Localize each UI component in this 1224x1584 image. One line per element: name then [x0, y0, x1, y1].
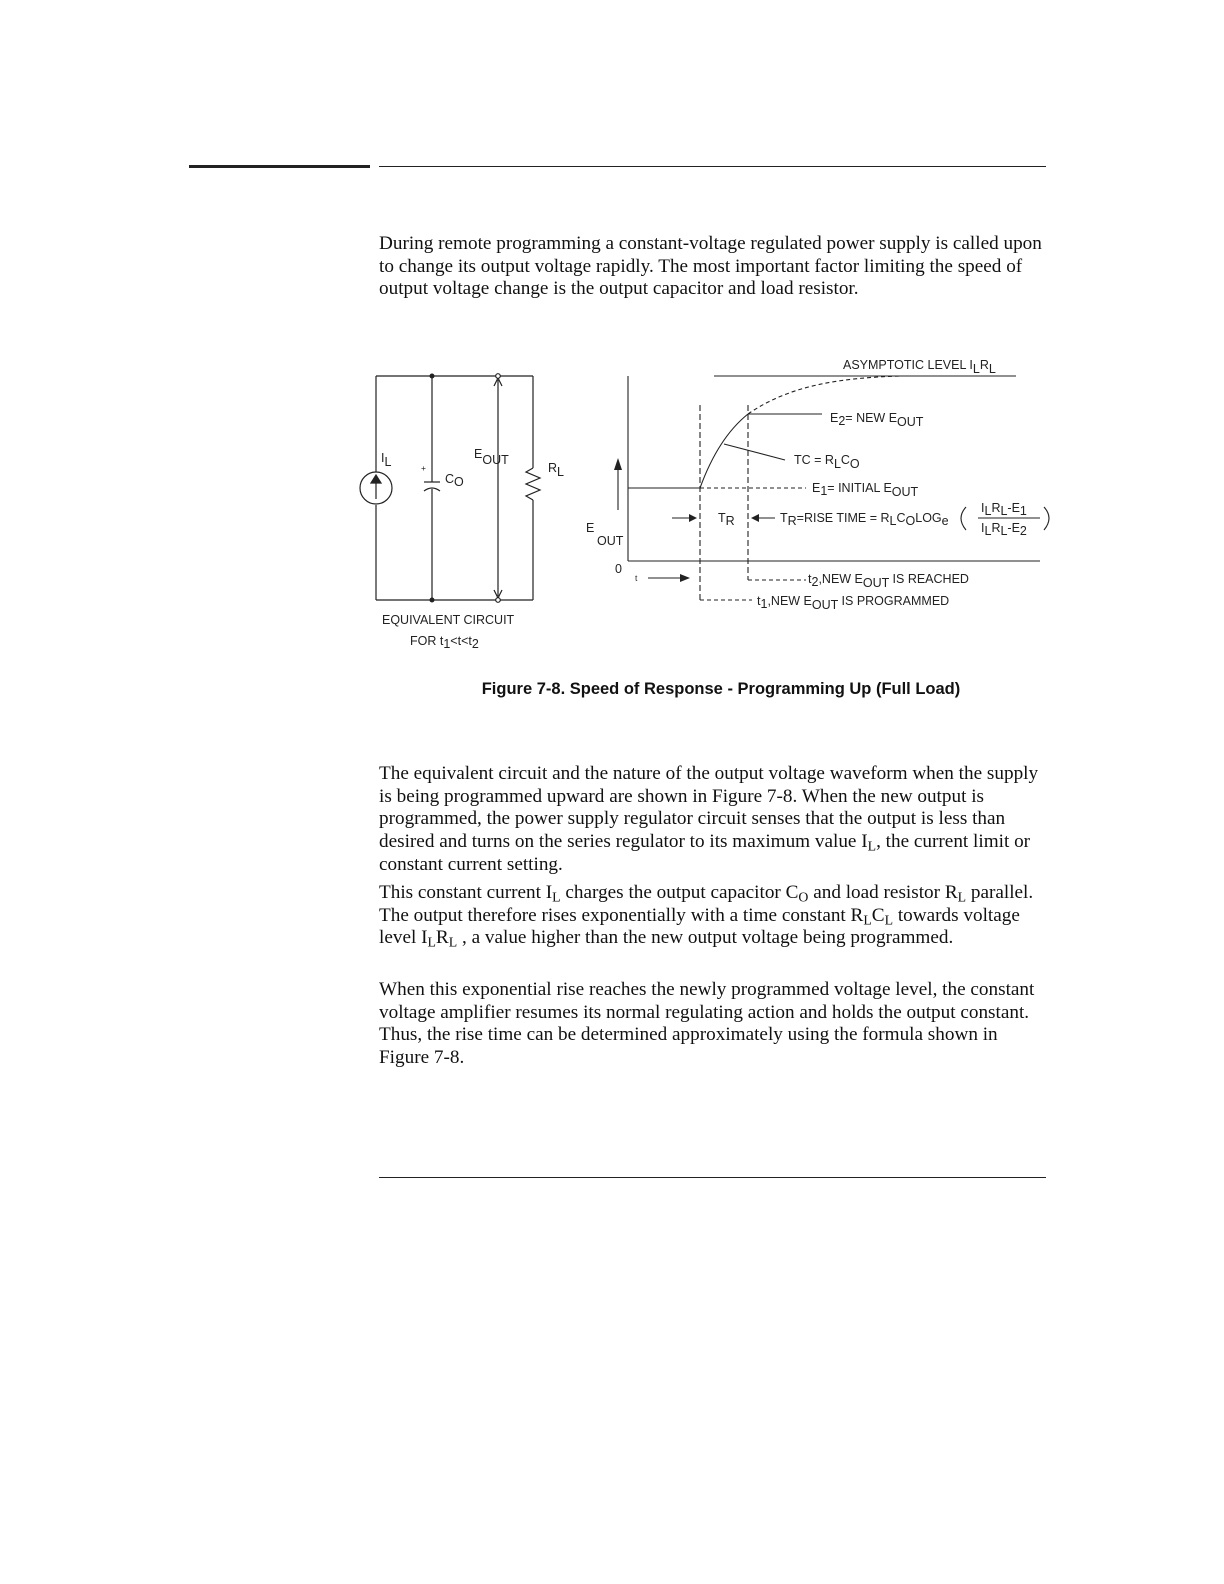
header-rule-right [379, 166, 1046, 167]
fraction-denominator: ILRL-E2 [981, 521, 1027, 538]
equivalent-circuit [360, 374, 540, 603]
fraction-numerator: ILRL-E1 [981, 501, 1027, 518]
header-rule-left [189, 165, 370, 168]
time-constant-label: TC = RLCO [794, 453, 860, 471]
y-axis-label: EOUT [586, 521, 624, 548]
figure-caption: Figure 7-8. Speed of Response - Programming Up (Full Load) [481, 680, 961, 698]
t2-label: t2,NEW EOUT IS REACHED [808, 572, 969, 590]
circuit-caption-line1: EQUIVALENT CIRCUIT [382, 613, 515, 627]
eout-label: EOUT [474, 447, 509, 467]
paragraph-constant-current: This constant current $I_L$ charges the output capacitor $C_O$ and load resistor $R_L$ parallel. The output therefore rises exponentially with a time constant $R_LC_L$ towards voltage level $I_LR_L$ , a value higher than the new output voltage being programmed. [379, 882, 1034, 950]
t1-label: t1,NEW EOUT IS PROGRAMMED [757, 594, 950, 612]
tr-marker-label: TR [718, 511, 735, 528]
paragraph-equivalent-circuit: The equivalent circuit and the nature of the output voltage waveform when the supply is being programmed upward are shown in Figure 7-8. When the new output is programmed, the power supply regulator circuit senses that the output is less than desired and turns on the series regulator to its maximum value $I_L$, the current limit or constant current setting. [379, 763, 1039, 875]
figure-7-8 [0, 340, 1224, 670]
capacitor-label: CO [445, 472, 464, 489]
t-axis-label: t [635, 573, 638, 583]
paragraph-intro: During remote programming a constant-voltage regulated power supply is called upon to change its output voltage rapidly. The most important factor limiting the speed of output voltage change is the output capacitor and load resistor. [379, 233, 1042, 300]
e1-label: E1= INITIAL EOUT [812, 481, 919, 499]
extrapolated-curve [748, 376, 900, 414]
paragraph-rise-time: When this exponential rise reaches the newly programmed voltage level, the constant voltage amplifier resumes its normal regulating action and holds the output constant. Thus, the rise time can be determined approximately using the formula shown in Figure 7-8. [379, 979, 1035, 1069]
rise-time-formula: TR=RISE TIME = RLCOLOGe [780, 511, 949, 528]
current-source-label: IL [381, 451, 392, 469]
capacitor-plus-sign: + [421, 463, 426, 473]
origin-label: 0 [615, 562, 622, 576]
e2-label: E2= NEW EOUT [830, 411, 924, 429]
circuit-caption-line2: FOR t1<t<t2 [410, 634, 479, 651]
rise-curve [700, 414, 748, 488]
resistor-label: RL [548, 461, 564, 479]
asymptote-label: ASYMPTOTIC LEVEL ILRL [843, 358, 996, 376]
footer-rule [379, 1177, 1046, 1178]
